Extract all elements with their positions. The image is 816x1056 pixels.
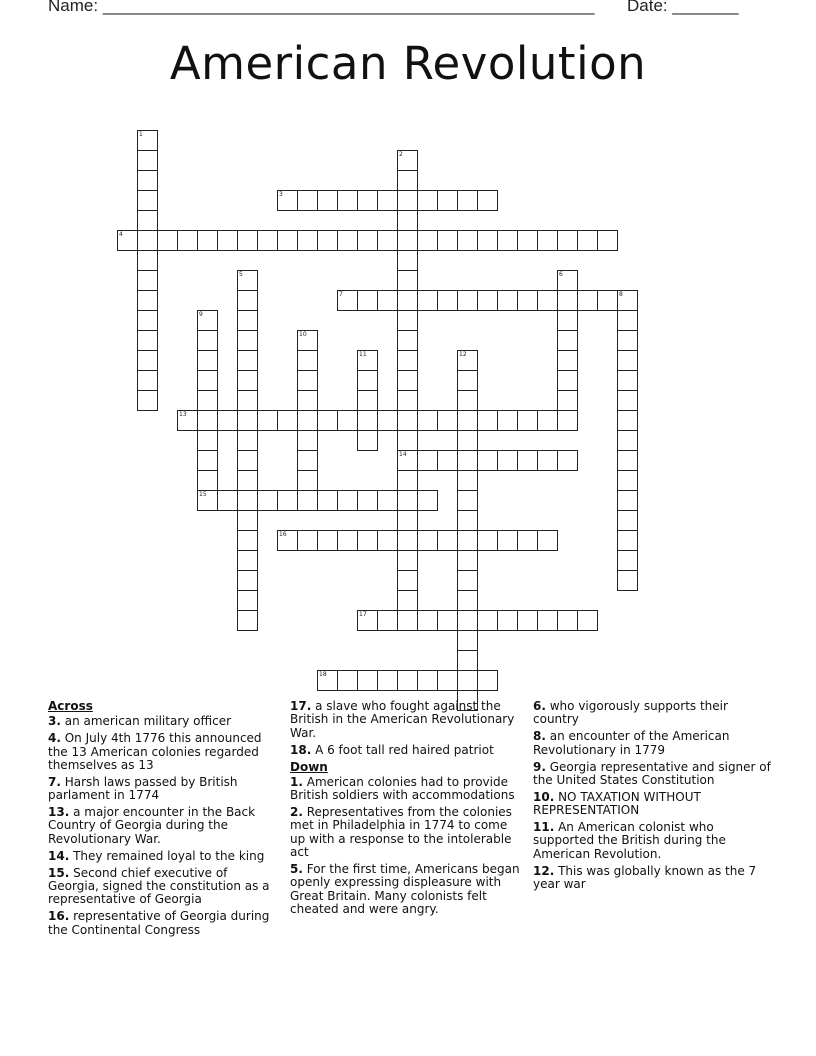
grid-cell[interactable] — [437, 190, 458, 211]
grid-cell[interactable] — [337, 290, 358, 311]
grid-cell[interactable] — [397, 430, 418, 451]
grid-cell[interactable] — [397, 250, 418, 271]
clue-number: 18 — [319, 671, 327, 678]
clue-number: 13 — [179, 411, 187, 418]
grid-cell[interactable] — [197, 490, 218, 511]
grid-cell[interactable] — [157, 230, 178, 251]
grid-cell[interactable] — [537, 610, 558, 631]
grid-cell[interactable] — [617, 410, 638, 431]
grid-cell[interactable] — [617, 530, 638, 551]
grid-cell[interactable] — [397, 310, 418, 331]
grid-cell[interactable] — [577, 230, 598, 251]
grid-cell[interactable] — [457, 370, 478, 391]
grid-cell[interactable] — [437, 290, 458, 311]
grid-cell[interactable] — [397, 190, 418, 211]
grid-cell[interactable] — [437, 530, 458, 551]
grid-cell[interactable] — [377, 410, 398, 431]
clue-across-13: 13. a major encounter in the Back Country of Georgia during the Revolutionary War. — [48, 805, 256, 846]
grid-cell[interactable] — [557, 330, 578, 351]
grid-cell[interactable] — [617, 450, 638, 471]
grid-cell[interactable] — [477, 190, 498, 211]
grid-cell[interactable] — [457, 650, 478, 671]
grid-cell[interactable] — [517, 230, 538, 251]
grid-cell[interactable] — [297, 490, 318, 511]
grid-cell[interactable] — [457, 550, 478, 571]
grid-cell[interactable] — [397, 370, 418, 391]
grid-cell[interactable] — [417, 410, 438, 431]
grid-cell[interactable] — [237, 410, 258, 431]
grid-cell[interactable] — [197, 390, 218, 411]
grid-cell[interactable] — [237, 310, 258, 331]
grid-cell[interactable] — [217, 490, 238, 511]
grid-cell[interactable] — [237, 330, 258, 351]
grid-cell[interactable] — [457, 350, 478, 371]
date-field[interactable]: Date: _______ — [627, 0, 739, 15]
grid-cell[interactable] — [397, 350, 418, 371]
grid-cell[interactable] — [237, 470, 258, 491]
grid-cell[interactable] — [457, 290, 478, 311]
grid-cell[interactable] — [417, 230, 438, 251]
grid-cell[interactable] — [317, 670, 338, 691]
grid-cell[interactable] — [397, 330, 418, 351]
clue-down-8: 8. an encounter of the American Revolutionary in 1779 — [533, 729, 730, 757]
grid-cell[interactable] — [377, 670, 398, 691]
clue-down-1: 1. American colonies had to provide British soldiers with accommodations — [290, 774, 515, 803]
clue-number: 4 — [119, 231, 123, 238]
grid-cell[interactable] — [457, 470, 478, 491]
clue-down-11: 11. An American colonist who supported the British during the American Revolution. — [533, 820, 726, 861]
page-title: American Revolution — [169, 37, 647, 90]
grid-cell[interactable] — [397, 590, 418, 611]
grid-cell[interactable] — [357, 390, 378, 411]
clue-number: 6 — [559, 271, 563, 278]
grid-cell[interactable] — [437, 230, 458, 251]
grid-cell[interactable] — [297, 370, 318, 391]
clue-down-9: 9. Georgia representative and signer of the United States Constitution — [533, 759, 771, 787]
grid-cell[interactable] — [197, 310, 218, 331]
grid-cell[interactable] — [477, 410, 498, 431]
grid-cell[interactable] — [457, 190, 478, 211]
grid-cell[interactable] — [197, 430, 218, 451]
clue-number: 9 — [199, 311, 203, 318]
grid-cell[interactable] — [297, 430, 318, 451]
clue-number: 5 — [239, 271, 243, 278]
grid-cell[interactable] — [617, 470, 638, 491]
grid-cell[interactable] — [137, 350, 158, 371]
grid-cell[interactable] — [357, 230, 378, 251]
grid-cell[interactable] — [537, 230, 558, 251]
clue-number: 11 — [359, 351, 367, 358]
grid-cell[interactable] — [397, 270, 418, 291]
grid-cell[interactable] — [537, 530, 558, 551]
grid-cell[interactable] — [137, 150, 158, 171]
grid-cell[interactable] — [317, 530, 338, 551]
grid-cell[interactable] — [437, 410, 458, 431]
grid-cell[interactable] — [457, 430, 478, 451]
grid-cell[interactable] — [417, 610, 438, 631]
grid-cell[interactable] — [497, 230, 518, 251]
grid-cell[interactable] — [477, 290, 498, 311]
grid-cell[interactable] — [237, 610, 258, 631]
grid-cell[interactable] — [397, 530, 418, 551]
grid-cell[interactable] — [337, 410, 358, 431]
grid-cell[interactable] — [557, 270, 578, 291]
grid-cell[interactable] — [137, 250, 158, 271]
grid-cell[interactable] — [357, 410, 378, 431]
clue-down-12: 12. This was globally known as the 7 year war — [533, 863, 757, 891]
grid-cell[interactable] — [377, 190, 398, 211]
grid-cell[interactable] — [377, 610, 398, 631]
grid-cell[interactable] — [237, 550, 258, 571]
grid-cell[interactable] — [357, 530, 378, 551]
grid-cell[interactable] — [237, 590, 258, 611]
grid-cell[interactable] — [117, 230, 138, 251]
grid-cell[interactable] — [597, 230, 618, 251]
clue-number: 14 — [399, 451, 407, 458]
grid-cell[interactable] — [457, 450, 478, 471]
grid-cell[interactable] — [277, 490, 298, 511]
grid-cell[interactable] — [397, 290, 418, 311]
grid-cell[interactable] — [557, 610, 578, 631]
grid-cell[interactable] — [537, 450, 558, 471]
grid-cell[interactable] — [137, 370, 158, 391]
grid-cell[interactable] — [437, 610, 458, 631]
clue-across-15: 15. Second chief executive of Georgia, signed the constitution as a representative of Georgia — [48, 865, 270, 907]
grid-cell[interactable] — [417, 490, 438, 511]
grid-cell[interactable] — [457, 590, 478, 611]
grid-cell[interactable] — [417, 450, 438, 471]
clue-across-17: 17. a slave who fought against the British in the American Revolutionary War. — [290, 699, 515, 740]
grid-cell[interactable] — [297, 410, 318, 431]
grid-cell[interactable] — [177, 230, 198, 251]
grid-cell[interactable] — [277, 230, 298, 251]
grid-cell[interactable] — [137, 310, 158, 331]
grid-cell[interactable] — [457, 390, 478, 411]
grid-cell[interactable] — [457, 530, 478, 551]
grid-cell[interactable] — [137, 270, 158, 291]
grid-cell[interactable] — [137, 130, 158, 151]
grid-cell[interactable] — [237, 370, 258, 391]
grid-cell[interactable] — [237, 350, 258, 371]
grid-cell[interactable] — [357, 290, 378, 311]
grid-cell[interactable] — [337, 670, 358, 691]
grid-cell[interactable] — [477, 670, 498, 691]
grid-cell[interactable] — [297, 530, 318, 551]
grid-cell[interactable] — [197, 230, 218, 251]
clue-across-16: 16. representative of Georgia during the Continental Congress — [48, 909, 270, 937]
grid-cell[interactable] — [237, 390, 258, 411]
grid-cell[interactable] — [197, 370, 218, 391]
grid-cell[interactable] — [597, 290, 618, 311]
grid-cell[interactable] — [397, 570, 418, 591]
grid-cell[interactable] — [217, 410, 238, 431]
grid-cell[interactable] — [497, 610, 518, 631]
clue-down-6: 6. who vigorously supports their country — [533, 699, 728, 727]
grid-cell[interactable] — [357, 670, 378, 691]
grid-cell[interactable] — [617, 570, 638, 591]
grid-cell[interactable] — [137, 330, 158, 351]
grid-cell[interactable] — [297, 450, 318, 471]
clue-across-3: 3. an american military officer — [48, 714, 232, 729]
grid-cell[interactable] — [457, 670, 478, 691]
grid-cell[interactable] — [477, 530, 498, 551]
grid-cell[interactable] — [417, 530, 438, 551]
grid-cell[interactable] — [397, 170, 418, 191]
grid-cell[interactable] — [497, 410, 518, 431]
grid-cell[interactable] — [457, 230, 478, 251]
grid-cell[interactable] — [517, 450, 538, 471]
grid-cell[interactable] — [317, 190, 338, 211]
clue-down-10: 10. NO TAXATION WITHOUT REPRESENTATION — [533, 789, 701, 818]
grid-cell[interactable] — [257, 230, 278, 251]
grid-cell[interactable] — [617, 430, 638, 451]
grid-cell[interactable] — [317, 230, 338, 251]
grid-cell[interactable] — [297, 190, 318, 211]
grid-cell[interactable] — [197, 350, 218, 371]
grid-cell[interactable] — [617, 390, 638, 411]
clues-column-3 — [533, 700, 771, 895]
grid-cell[interactable] — [197, 450, 218, 471]
grid-cell[interactable] — [337, 490, 358, 511]
grid-cell[interactable] — [517, 610, 538, 631]
grid-cell[interactable] — [617, 310, 638, 331]
grid-cell[interactable] — [237, 270, 258, 291]
grid-cell[interactable] — [497, 530, 518, 551]
grid-cell[interactable] — [557, 450, 578, 471]
grid-cell[interactable] — [477, 230, 498, 251]
grid-cell[interactable] — [297, 350, 318, 371]
grid-cell[interactable] — [517, 530, 538, 551]
grid-cell[interactable] — [137, 170, 158, 191]
grid-cell[interactable] — [317, 490, 338, 511]
grid-cell[interactable] — [557, 410, 578, 431]
grid-cell[interactable] — [617, 330, 638, 351]
clue-down-2: 2. Representatives from the colonies met in Philadelphia in 1774 to come up with a response to the intolerable act — [290, 805, 512, 860]
grid-cell[interactable] — [137, 210, 158, 231]
grid-cell[interactable] — [337, 530, 358, 551]
grid-cell[interactable] — [237, 530, 258, 551]
grid-cell[interactable] — [617, 350, 638, 371]
name-field[interactable]: Name: ____________________________________________________ — [48, 0, 595, 15]
clues-column-2 — [290, 700, 526, 920]
grid-cell[interactable] — [397, 610, 418, 631]
grid-cell[interactable] — [297, 390, 318, 411]
grid-cell[interactable] — [397, 490, 418, 511]
grid-cell[interactable] — [497, 290, 518, 311]
grid-cell[interactable] — [397, 150, 418, 171]
grid-cell[interactable] — [397, 670, 418, 691]
grid-cell[interactable] — [357, 350, 378, 371]
grid-cell[interactable] — [617, 550, 638, 571]
grid-cell[interactable] — [397, 510, 418, 531]
grid-cell[interactable] — [457, 510, 478, 531]
grid-cell[interactable] — [617, 370, 638, 391]
grid-cell[interactable] — [277, 530, 298, 551]
grid-cell[interactable] — [397, 550, 418, 571]
grid-cell[interactable] — [537, 410, 558, 431]
grid-cell[interactable] — [137, 190, 158, 211]
grid-cell[interactable] — [557, 230, 578, 251]
grid-cell[interactable] — [277, 410, 298, 431]
grid-cell[interactable] — [397, 470, 418, 491]
grid-cell[interactable] — [357, 610, 378, 631]
grid-cell[interactable] — [397, 210, 418, 231]
grid-cell[interactable] — [417, 290, 438, 311]
clue-number: 3 — [279, 191, 283, 198]
grid-cell[interactable] — [377, 290, 398, 311]
grid-cell[interactable] — [457, 610, 478, 631]
grid-cell[interactable] — [197, 330, 218, 351]
grid-cell[interactable] — [217, 230, 238, 251]
grid-cell[interactable] — [377, 490, 398, 511]
grid-cell[interactable] — [237, 450, 258, 471]
grid-cell[interactable] — [197, 410, 218, 431]
grid-cell[interactable] — [457, 410, 478, 431]
grid-cell[interactable] — [457, 630, 478, 651]
grid-cell[interactable] — [177, 410, 198, 431]
grid-cell[interactable] — [477, 610, 498, 631]
grid-cell[interactable] — [557, 350, 578, 371]
grid-cell[interactable] — [617, 490, 638, 511]
grid-cell[interactable] — [537, 290, 558, 311]
down-heading: Down — [290, 759, 328, 774]
grid-cell[interactable] — [137, 390, 158, 411]
grid-cell[interactable] — [377, 230, 398, 251]
grid-cell[interactable] — [557, 390, 578, 411]
grid-cell[interactable] — [257, 490, 278, 511]
grid-cell[interactable] — [237, 570, 258, 591]
grid-cell[interactable] — [357, 430, 378, 451]
grid-cell[interactable] — [137, 230, 158, 251]
grid-cell[interactable] — [357, 370, 378, 391]
grid-cell[interactable] — [517, 290, 538, 311]
grid-cell[interactable] — [357, 190, 378, 211]
clue-number: 12 — [459, 351, 467, 358]
grid-cell[interactable] — [237, 430, 258, 451]
grid-cell[interactable] — [497, 450, 518, 471]
clue-number: 8 — [619, 291, 623, 298]
grid-cell[interactable] — [617, 510, 638, 531]
grid-cell[interactable] — [437, 450, 458, 471]
grid-cell[interactable] — [517, 410, 538, 431]
clue-across-18: 18. A 6 foot tall red haired patriot — [290, 742, 494, 757]
grid-cell[interactable] — [297, 230, 318, 251]
grid-cell[interactable] — [397, 410, 418, 431]
grid-cell[interactable] — [577, 290, 598, 311]
grid-cell[interactable] — [237, 290, 258, 311]
grid-cell[interactable] — [337, 190, 358, 211]
grid-cell[interactable] — [557, 290, 578, 311]
grid-cell[interactable] — [337, 230, 358, 251]
grid-cell[interactable] — [297, 330, 318, 351]
grid-cell[interactable] — [357, 490, 378, 511]
grid-cell[interactable] — [137, 290, 158, 311]
grid-cell[interactable] — [397, 390, 418, 411]
grid-cell[interactable] — [457, 570, 478, 591]
clue-across-14: 14. They remained loyal to the king — [48, 848, 265, 863]
clues-column-1 — [48, 700, 280, 941]
clue-number: 1 — [139, 131, 143, 138]
clue-number: 17 — [359, 611, 367, 618]
grid-cell[interactable] — [417, 190, 438, 211]
grid-cell[interactable] — [237, 490, 258, 511]
grid-cell[interactable] — [237, 510, 258, 531]
grid-cell[interactable] — [457, 490, 478, 511]
clue-across-4: 4. On July 4th 1776 this announced the 13 American colonies regarded themselves as 13 — [48, 731, 262, 772]
grid-cell[interactable] — [397, 230, 418, 251]
clue-down-5: 5. For the first time, Americans began openly expressing displeasure with Great Britain. Many colonists felt cheated and were angry. — [290, 862, 520, 916]
grid-cell[interactable] — [437, 670, 458, 691]
grid-cell[interactable] — [477, 450, 498, 471]
grid-cell[interactable] — [397, 450, 418, 471]
clue-across-7: 7. Harsh laws passed by British parlament in 1774 — [48, 774, 238, 803]
grid-cell[interactable] — [197, 470, 218, 491]
clue-number: 10 — [299, 331, 307, 338]
grid-cell[interactable] — [577, 610, 598, 631]
grid-cell[interactable] — [317, 410, 338, 431]
grid-cell[interactable] — [617, 290, 638, 311]
grid-cell[interactable] — [277, 190, 298, 211]
header — [48, 0, 748, 20]
grid-cell[interactable] — [257, 410, 278, 431]
clue-number: 2 — [399, 151, 403, 158]
grid-cell[interactable] — [237, 230, 258, 251]
across-heading: Across — [48, 699, 93, 713]
clue-number: 16 — [279, 531, 287, 538]
grid-cell[interactable] — [557, 370, 578, 391]
clue-number: 15 — [199, 491, 207, 498]
grid-cell[interactable] — [377, 530, 398, 551]
grid-cell[interactable] — [557, 310, 578, 331]
grid-cell[interactable] — [297, 470, 318, 491]
grid-cell[interactable] — [417, 670, 438, 691]
clue-number: 7 — [339, 291, 343, 298]
